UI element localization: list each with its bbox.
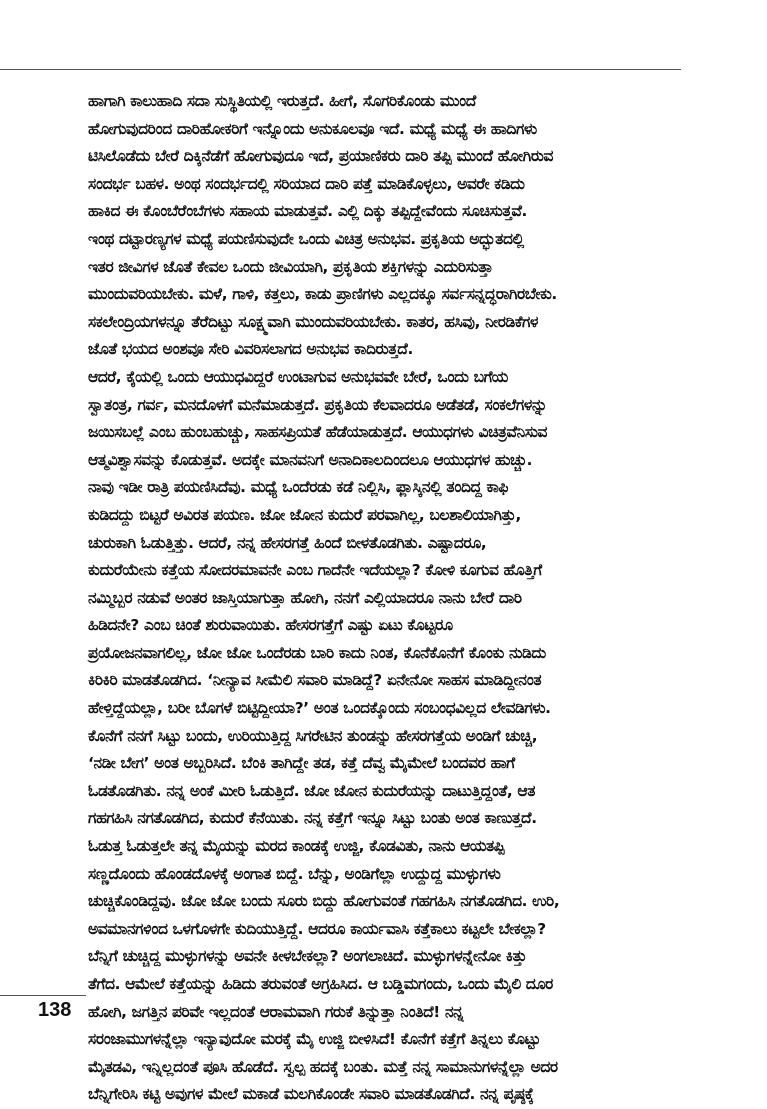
text-line: ಬೆನ್ನಿಗೇರಿಸಿ ಕಟ್ಟಿ ಅವುಗಳ ಮೇಲೆ ಮಕಾಡೆ ಮಲಗಿಕೊಂಡೇ ಸವಾರಿ ಮಾಡತೊಡಗಿದೆ. ನನ್ನ ಪೃಷ್ಠಕ್ಕೆ xyxy=(88,1085,534,1104)
text-line: ಹಾಗಾಗಿ ಕಾಲುಹಾದಿ ಸದಾ ಸುಸ್ಥಿತಿಯಲ್ಲಿ ಇರುತ್ತದೆ. ಹೀಗೆ, ಸೊಗರಿಕೊಂಡು ಮುಂದೆ xyxy=(88,92,476,110)
text-line: ಮೈತಡವಿ, ಇನ್ನಿಲ್ಲದಂತೆ ಪೂಸಿ ಹೊಡೆದೆ. ಸ್ವಲ್ಪ ಹದಕ್ಕೆ ಬಂತು. ಮತ್ತೆ ನನ್ನ ಸಾಮಾನುಗಳನ್ನೆಲ್ಲಾ ಅದರ xyxy=(88,1057,558,1076)
text-line: ಕಿರಿಕಿರಿ ಮಾಡತೊಡಗಿದ. ‘ನೀನ್ಯಾವ ಸೀಮೆಲಿ ಸವಾರಿ ಮಾಡಿದ್ದೆ? ಏನೇನೋ ಸಾಹಸ ಮಾಡಿದ್ದೀನಂತ xyxy=(88,671,542,690)
text-line: ಹಾಕಿದ ಈ ಕೊಂಬೆರೆಂಬೆಗಳು ಸಹಾಯ ಮಾಡುತ್ತವೆ. ಎಲ್ಲಿ ದಿಕ್ಕು ತಪ್ಪಿದ್ದೇವೆಂದು ಸೂಚಿಸುತ್ತವೆ. xyxy=(88,202,528,221)
text-line: ಆದರೆ, ಕೈಯಲ್ಲಿ ಒಂದು ಆಯುಧವಿದ್ದರೆ ಉಂಟಾಗುವ ಅನುಭವವೇ ಬೇರೆ, ಒಂದು ಬಗೆಯ xyxy=(88,367,508,386)
text-line: ಓಡುತ್ತ ಓಡುತ್ತಲೇ ತನ್ನ ಮೈಯನ್ನು ಮರದ ಕಾಂಡಕ್ಕೆ ಉಜ್ಜಿ, ಕೊಡವಿತು, ನಾನು ಆಯತಪ್ಪಿ xyxy=(88,837,505,856)
header-rule xyxy=(0,69,681,70)
text-line: ಬೆನ್ನಿಗೆ ಚುಚ್ಚಿದ್ದ ಮುಳ್ಳುಗಳನ್ನು ಅವನೇ ಕೀಳಬೇಕಲ್ಲಾ? ಅಂಗಲಾಚಿದೆ. ಮುಳ್ಳುಗಳನ್ನೇನೋ ಕಿತ್ತು xyxy=(88,947,527,966)
text-line: ಚುಚ್ಚಿಕೊಂಡಿದ್ದವು. ಜೋ ಜೋ ಬಂದು ಸೂರು ಬಿದ್ದು ಹೋಗುವಂತೆ ಗಹಗಹಿಸಿ ನಗತೊಡಗಿದ. ಉರಿ, xyxy=(88,892,560,911)
text-line: ಹಿಡಿದನೇ? ಎಂಬ ಚಿಂತೆ ಶುರುವಾಯಿತು. ಹೇಸರಗತ್ತೆಗೆ ಎಷ್ಟು ಏಟು ಕೊಟ್ಟರೂ xyxy=(88,616,453,635)
text-line: ಸಕಲೇಂದ್ರಿಯಗಳನ್ನೂ ತೆರೆದಿಟ್ಟು ಸೂಕ್ಷ್ಮವಾಗಿ ಮುಂದುವರಿಯಬೇಕು. ಕಾತರ, ಹಸಿವು, ನೀರಡಿಕೆಗಳ xyxy=(88,312,539,331)
text-line: ಹೋಗಿ, ಜಗತ್ತಿನ ಪರಿವೇ ಇಲ್ಲದಂತೆ ಆರಾಮವಾಗಿ ಗರುಕೆ ತಿನ್ನುತ್ತಾ ನಿಂತಿದೆ! ನನ್ನ xyxy=(88,1002,464,1021)
text-line: ಪ್ರಯೋಜನವಾಗಲಿಲ್ಲ, ಜೋ ಜೋ ಒಂದೆರಡು ಬಾರಿ ಕಾದು ನಿಂತ, ಕೊನೆಕೊನೆಗೆ ಕೊಂಕು ನುಡಿದು xyxy=(88,643,546,662)
text-line: ಹೋಗುವುದರಿಂದ ದಾರಿಹೋಕರಿಗೆ ಇನ್ನೊಂದು ಅನುಕೂಲವೂ ಇದೆ. ಮಧ್ಯೆ ಮಧ್ಯೆ ಈ ಹಾದಿಗಳು xyxy=(88,119,537,138)
text-line: ಚುರುಕಾಗಿ ಓಡುತ್ತಿತ್ತು. ಆದರೆ, ನನ್ನ ಹೇಸರಗತ್ತೆ ಹಿಂದೆ ಬೀಳತೊಡಗಿತು. ಎಷ್ಟಾದರೂ, xyxy=(88,533,487,552)
text-line: ಸಂದರ್ಭ ಬಹಳ. ಅಂಥ ಸಂದರ್ಭದಲ್ಲಿ ಸರಿಯಾದ ದಾರಿ ಪತ್ತೆ ಮಾಡಿಕೊಳ್ಳಲು, ಅವರೇ ಕಡಿದು xyxy=(88,174,525,193)
text-line: ಸ್ವಾತಂತ್ರ, ಗರ್ವ, ಮನದೊಳಗೆ ಮನೆಮಾಡುತ್ತದೆ. ಪ್ರಕೃತಿಯ ಕೆಲವಾದರೂ ಅಡೆತಡೆ, ಸಂಕಲೆಗಳನ್ನು xyxy=(88,395,547,414)
text-line: ಅವಮಾನಗಳಿಂದ ಒಳಗೊಳಗೇ ಕುದಿಯುತ್ತಿದ್ದೆ. ಆದರೂ ಕಾರ್ಯವಾಸಿ ಕತ್ತೆಕಾಲು ಕಟ್ಟಲೇ ಬೇಕಲ್ಲಾ? xyxy=(88,919,546,938)
text-line: ನಾವು ಇಡೀ ರಾತ್ರಿ ಪಯಣಿಸಿದೆವು. ಮಧ್ಯೆ ಒಂದೆರಡು ಕಡೆ ನಿಲ್ಲಿಸಿ, ಫ್ಲಾಸ್ಕಿನಲ್ಲಿ ತಂದಿದ್ದ ಕಾಫಿ xyxy=(88,478,509,497)
page-number: 138 xyxy=(38,999,72,1021)
text-line: ‘ನಡೀ ಬೇಗ’ ಅಂತ ಅಬ್ಬರಿಸಿದೆ. ಬೆಂಕಿ ತಾಗಿದ್ದೇ ತಡ, ಕತ್ತೆ ದೆವ್ವ ಮೈಮೇಲೆ ಬಂದವರ ಹಾಗೆ xyxy=(88,754,515,773)
text-line: ಸರಂಜಾಮುಗಳನ್ನೆಲ್ಲಾ ಇನ್ಯಾವುದೋ ಮರಕ್ಕೆ ಮೈ ಉಜ್ಜಿ ಬೀಳಿಸಿದೆ! ಕೊನೆಗೆ ಕತ್ತೆಗೆ ತಿನ್ನಲು ಕೊಟ್ಟು xyxy=(88,1030,541,1049)
text-line: ಇಂಥ ದಟ್ಟಾರಣ್ಯಗಳ ಮಧ್ಯೆ ಪಯಣಿಸುವುದೇ ಒಂದು ವಿಚಿತ್ರ ಅನುಭವ. ಪ್ರಕೃತಿಯ ಅದ್ಭುತದಲ್ಲಿ xyxy=(88,229,524,248)
text-line: ಆತ್ಮವಿಶ್ವಾಸವನ್ನು ಕೊಡುತ್ತವೆ. ಅದಕ್ಕೇ ಮಾನವನಿಗೆ ಅನಾದಿಕಾಲದಿಂದಲೂ ಆಯುಧಗಳ ಹುಚ್ಚು. xyxy=(88,450,533,469)
text-line: ಕೊನೆಗೆ ನನಗೆ ಸಿಟ್ಟು ಬಂದು, ಉರಿಯುತ್ತಿದ್ದ ಸಿಗರೇಟಿನ ತುಂಡನ್ನು ಹೇಸರಗತ್ತೆಯ ಅಂಡಿಗೆ ಚುಚ್ಚಿ, xyxy=(88,726,538,745)
text-line: ಕುಡಿದದ್ದು ಬಿಟ್ಟರೆ ಅವಿರತ ಪಯಣ. ಜೋ ಜೋನ ಕುದುರೆ ಪರವಾಗಿಲ್ಲ, ಬಲಶಾಲಿಯಾಗಿತ್ತು, xyxy=(88,505,522,524)
text-line: ಜಯಿಸಬಲ್ಲೆ ಎಂಬ ಹುಂಬಹುಚ್ಚು, ಸಾಹಸಪ್ರಿಯತೆ ಹೆಡೆಯಾಡುತ್ತದೆ. ಆಯುಧಗಳು ವಿಚಿತ್ರವೆನಿಸುವ xyxy=(88,423,548,442)
text-line: ಜೊತೆ ಭಯದ ಅಂಶವೂ ಸೇರಿ ವಿವರಿಸಲಾಗದ ಅನುಭವ ಕಾದಿರುತ್ತದೆ. xyxy=(88,340,413,359)
footer-rule xyxy=(0,995,86,996)
text-line: ಮುಂದುವರಿಯಬೇಕು. ಮಳೆ, ಗಾಳಿ, ಕತ್ತಲು, ಕಾಡು ಪ್ರಾಣಿಗಳು ಎಲ್ಲದಕ್ಕೂ ಸರ್ವಸನ್ನದ್ಧರಾಗಿರಬೇಕು. xyxy=(88,285,557,304)
text-line: ನಮ್ಮಿಬ್ಬರ ನಡುವೆ ಅಂತರ ಜಾಸ್ತಿಯಾಗುತ್ತಾ ಹೋಗಿ, ನನಗೆ ಎಲ್ಲಿಯಾದರೂ ನಾನು ಬೇರೆ ದಾರಿ xyxy=(88,588,522,607)
text-line: ಹೇಳ್ತಿದ್ದೆಯಲ್ಲಾ, ಬರೀ ಬೊಗಳೆ ಬಿಟ್ಟಿದ್ದೀಯಾ?’ ಅಂತ ಒಂದಕ್ಕೊಂದು ಸಂಬಂಧವಿಲ್ಲದ ಲೇವಡಿಗಳು. xyxy=(88,699,551,718)
text-line: ಓಡತೊಡಗಿತು. ನನ್ನ ಅಂಕೆ ಮೀರಿ ಓಡುತ್ತಿದೆ. ಜೋ ಜೋನ ಕುದುರೆಯನ್ನು ದಾಟುತ್ತಿದ್ದಂತೆ, ಆತ xyxy=(88,781,536,800)
text-line: ಕುದುರೆಯೇನು ಕತ್ತೆಯ ಸೋದರಮಾವನೇ ಎಂಬ ಗಾದೆನೇ ಇದೆಯಲ್ಲಾ? ಕೋಳಿ ಕೂಗುವ ಹೊತ್ತಿಗೆ xyxy=(88,561,542,580)
text-line: ಟಿಸಿಲೊಡೆದು ಬೇರೆ ದಿಕ್ಕಿನೆಡೆಗೆ ಹೋಗುವುದೂ ಇದೆ, ಪ್ರಯಾಣಿಕರು ದಾರಿ ತಪ್ಪಿ ಮುಂದೆ ಹೋಗಿರುವ xyxy=(88,147,554,166)
text-line: ಗಹಗಹಿಸಿ ನಗತೊಡಗಿದ, ಕುದುರೆ ಕೆನೆಯಿತು. ನನ್ನ ಕತ್ತೆಗೆ ಇನ್ನೂ ಸಿಟ್ಟು ಬಂತು ಅಂತ ಕಾಣುತ್ತದೆ. xyxy=(88,809,537,828)
text-line: ಸಣ್ಣದೊಂದು ಹೊಂಡದೊಳಕ್ಕೆ ಅಂಗಾತ ಬಿದ್ದೆ. ಬೆನ್ನು, ಅಂಡಿಗೆಲ್ಲಾ ಉದ್ದುದ್ದ ಮುಳ್ಳುಗಳು xyxy=(88,864,501,883)
text-line: ತೆಗೆದ. ಆಮೇಲೆ ಕತ್ತೆಯನ್ನು ಹಿಡಿದು ತರುವಂತೆ ಅಗ್ರಹಿಸಿದ. ಆ ಬಡ್ಡಿಮಗಂದು, ಒಂದು ಮೈಲಿ ದೂರ xyxy=(88,975,553,993)
text-line: ಇತರ ಜೀವಿಗಳ ಜೊತೆ ಕೇವಲ ಒಂದು ಜೀವಿಯಾಗಿ, ಪ್ರಕೃತಿಯ ಶಕ್ತಿಗಳನ್ನು ಎದುರಿಸುತ್ತಾ xyxy=(88,257,493,276)
body-text xyxy=(88,88,680,1109)
